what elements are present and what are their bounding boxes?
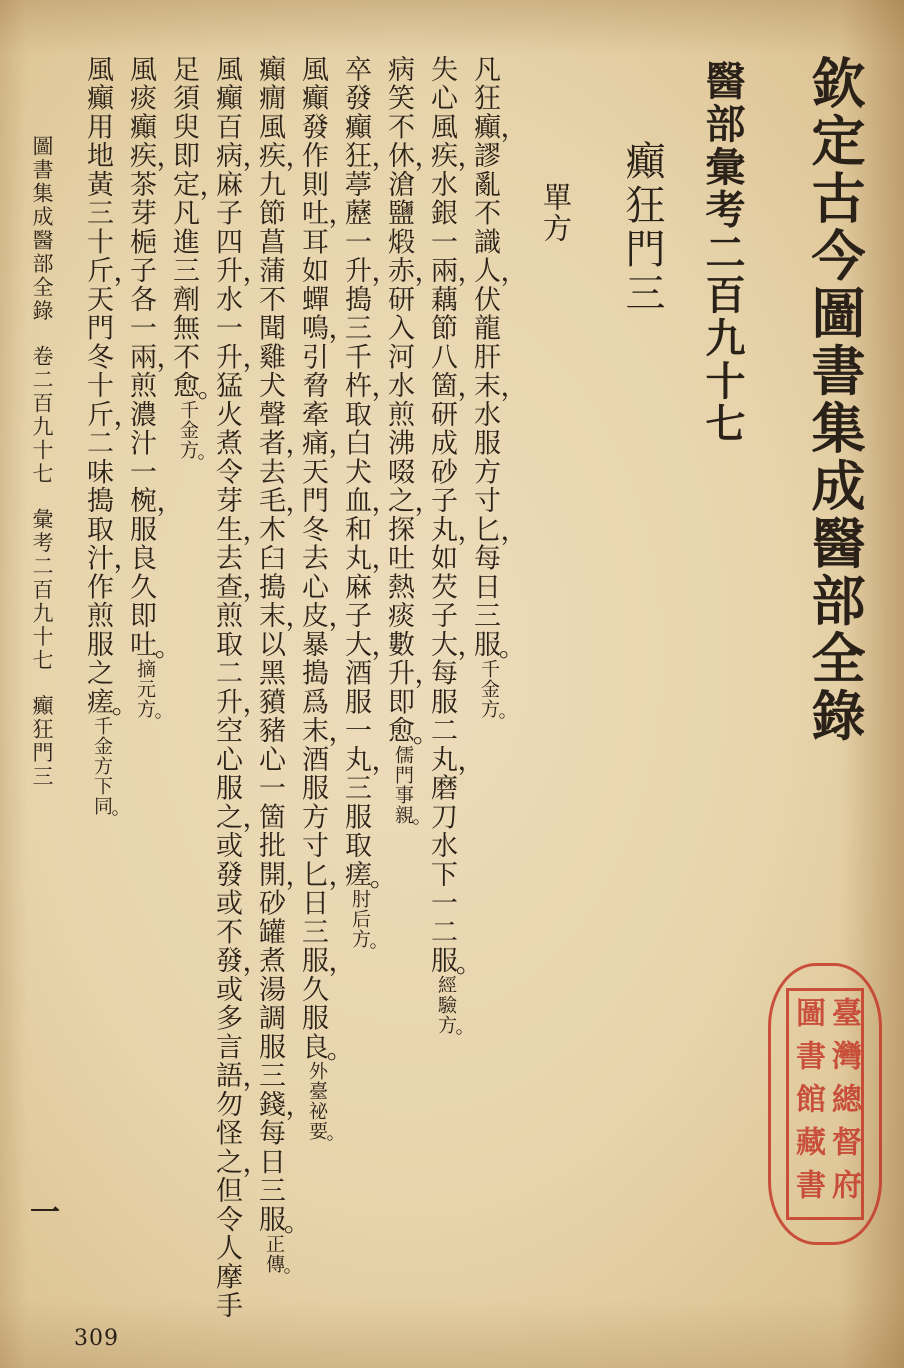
entry-text: 風癲用地黃三十斤天門冬十斤二味搗取汁作煎服之瘥	[82, 55, 113, 717]
entry-column	[213, 55, 240, 1320]
entry-source-note: 經驗方	[435, 975, 457, 1035]
entry-column	[256, 55, 283, 1274]
entry-column	[84, 55, 111, 816]
entry-text: 風癲發作則吐耳如蟬鳴引脅牽痛天門冬去心皮暴搗爲末酒服方寸匕日三服久服良	[297, 55, 328, 1062]
entry-source-note: 千金方下同	[91, 716, 113, 817]
margin-head-part: 圖書集成醫部全錄	[30, 135, 54, 323]
library-seal	[768, 963, 882, 1245]
entry-source-note: 儒門事親	[392, 745, 414, 825]
entry-text: 病笑不休滄鹽煅赤研入河水煎沸啜之探吐熱痰數升即愈	[383, 55, 414, 745]
margin-head-part: 卷二百九十七	[30, 345, 54, 486]
entry-column	[299, 55, 326, 1141]
leaf-mark: 一	[24, 1196, 59, 1226]
book-title: 欽定古今圖書集成醫部全錄	[803, 55, 867, 745]
entry-column	[385, 55, 412, 825]
entry-source-note: 摘元方	[134, 658, 156, 719]
entry-text: 足須臾即定凡進三劑無不愈	[168, 55, 199, 400]
subheading: 單方	[539, 182, 573, 244]
margin-head-part: 彙考二百九十七	[30, 508, 54, 673]
entry-column	[428, 55, 455, 1035]
entry-text: 凡狂癲謬亂不識人伏龍肝末水服方寸匕每日三服	[469, 55, 500, 659]
entry-text: 卒發癲狂葶藶一升搗三千杵取白犬血和丸麻子大酒服一丸三服取瘥	[340, 55, 371, 889]
section-heading: 醫部彙考二百九十七	[699, 60, 746, 446]
entry-text: 失心風疾水銀一兩藕節八箇研成砂子丸如芡子大每服二丸磨刀水下一二服	[426, 55, 457, 975]
seal-text: 臺灣總督府	[826, 997, 861, 1212]
entry-column	[127, 55, 154, 719]
entry-source-note: 千金方	[478, 658, 500, 719]
entry-text: 癲癇風疾九節菖蒲不聞雞犬聲者去毛木臼搗末以黑豶豬心一箇批開砂罐煮湯調服三錢每日三服	[254, 55, 285, 1234]
seal-text: 圖書館藏書	[790, 997, 825, 1212]
entry-source-note: 外臺祕要	[306, 1061, 328, 1142]
entry-column	[170, 55, 197, 460]
entry-source-note: 正傳	[263, 1233, 285, 1274]
entry-text: 風痰癲疾茶芽梔子各一兩煎濃汁一椀服良久即吐	[125, 55, 156, 659]
page-number: 309	[74, 1326, 119, 1351]
entry-column	[471, 55, 498, 719]
seal-frame	[786, 988, 864, 1220]
entry-column	[342, 55, 369, 949]
margin-head-part: 癲狂門三	[30, 694, 54, 789]
chapter-heading: 癲狂門三	[619, 140, 665, 316]
entry-source-note: 肘后方	[349, 888, 371, 949]
entry-text: 風癲百病麻子四升水一升猛火煮令芽生去查煎取二升空心服之或發或不發或多言語勿怪之但令人摩手	[211, 55, 242, 1320]
margin-running-head	[31, 135, 52, 789]
entry-source-note: 千金方	[177, 400, 199, 460]
